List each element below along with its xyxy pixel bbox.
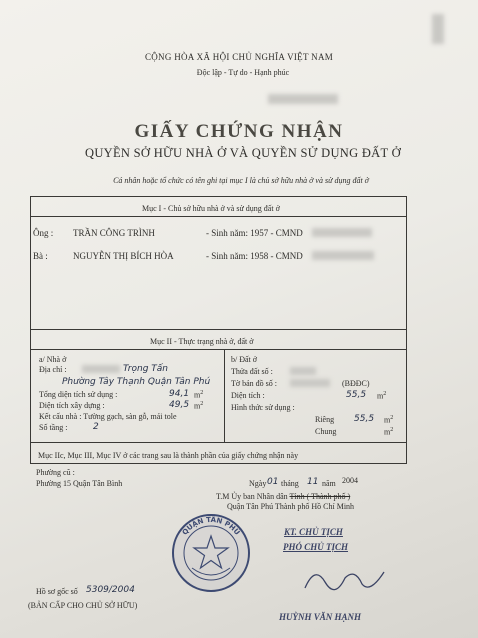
year-label: năm xyxy=(322,479,336,488)
republic-heading: CỘNG HÒA XÃ HỘI CHỦ NGHĨA VIỆT NAM xyxy=(144,52,334,62)
map-label: Tờ bản đồ số : xyxy=(231,379,278,388)
section-1-heading: Mục I - Chủ sở hữu nhà ở và sử dụng đất ở xyxy=(142,204,280,213)
certificate-subtitle: QUYỀN SỞ HỮU NHÀ Ở VÀ QUYỀN SỬ DỤNG ĐẤT Ở xyxy=(85,146,401,160)
floors-label: Số tầng : xyxy=(39,423,68,432)
floor-area-label: Tổng diện tích sử dụng : xyxy=(39,390,118,399)
official-seal-icon xyxy=(170,512,252,594)
signature-role-1: KT. CHỦ TỊCH xyxy=(284,527,343,537)
area-unit: m xyxy=(384,427,391,437)
note-line: Mục IIc, Mục III, Mục IV ở các trang sau là thành phần của giấy chứng nhận này xyxy=(38,451,299,460)
record-value: 5309/2004 xyxy=(86,585,135,595)
address-street: Trọng Tấn xyxy=(123,364,168,374)
private-label: Riêng xyxy=(315,415,335,424)
build-area-value: 49,5 xyxy=(169,400,190,410)
floor-area-value: 94,1 xyxy=(169,389,190,399)
authority-line-1: T.M Ủy ban Nhân dân Tỉnh ( Thành phố ) xyxy=(216,492,351,501)
seal-text: QUẬN TÂN PHÚ xyxy=(180,515,242,537)
authority-line-2: Quận Tân Phú Thành phố Hồ Chí Minh xyxy=(227,502,355,511)
area-unit: m xyxy=(194,401,201,411)
house-label: a/ Nhà ở xyxy=(39,355,67,364)
address-ward: Phường Tây Thạnh Quận Tân Phú xyxy=(62,377,211,387)
land-label: b/ Đất ở xyxy=(231,355,258,364)
structure-label: Kết cấu nhà : Tường gạch, sàn gỗ, mái tole xyxy=(39,412,177,421)
map-suffix: (BĐĐC) xyxy=(342,379,370,388)
redacted-plot xyxy=(290,367,316,375)
owner-birth: - Sinh năm: 1957 - CMND xyxy=(206,228,303,238)
date-month: 11 xyxy=(307,477,319,487)
owner-birth: - Sinh năm: 1958 - CMND xyxy=(206,251,303,261)
area-unit: m xyxy=(377,391,384,401)
date-day: 01 xyxy=(267,477,279,487)
shared-label: Chung xyxy=(315,427,337,436)
floors-value: 2 xyxy=(93,422,99,432)
redacted-id xyxy=(312,251,374,260)
area-unit: m xyxy=(384,415,391,425)
record-label: Hồ sơ gốc số xyxy=(36,587,78,596)
owner-name: TRẦN CÔNG TRÌNH xyxy=(73,228,155,238)
redacted-map xyxy=(290,379,330,387)
copy-note: (BẢN CẤP CHO CHỦ SỞ HỮU) xyxy=(28,601,138,610)
address-label: Địa chỉ : xyxy=(39,365,67,374)
redacted-corner-mark xyxy=(432,14,444,44)
signer-name: HUỲNH VĂN HẠNH xyxy=(279,612,362,622)
private-value: 55,5 xyxy=(354,414,375,424)
signature-icon xyxy=(300,560,390,600)
plot-label: Thửa đất số : xyxy=(231,367,273,376)
owner-prefix: Ông : xyxy=(33,228,54,238)
build-area-label: Diện tích xây dựng : xyxy=(39,401,105,410)
month-label: tháng xyxy=(281,479,299,488)
redacted-id xyxy=(312,228,372,237)
owner-name: NGUYỄN THỊ BÍCH HÒA xyxy=(73,251,174,261)
certificate-title: GIẤY CHỨNG NHẬN xyxy=(134,121,344,142)
signature-role-2: PHÓ CHỦ TỊCH xyxy=(283,542,349,552)
old-ward-value: Phường 15 Quận Tân Bình xyxy=(36,479,123,488)
certificate-page: CỘNG HÒA XÃ HỘI CHỦ NGHĨA VIỆT NAM Độc lập - Tự do - Hạnh phúc GIẤY CHỨNG NHẬN QUYỀN SỞ HỮU NHÀ Ở VÀ QUYỀN SỬ DỤNG ĐẤT Ở Cá nhân hoặc tổ chức có tên ghi tại mục I là chủ sở hữu nhà ở và sử dụng đất ở Mục I - Chủ sở hữu nhà ở và sử dụng đất ở Ông : TRẦN CÔNG TRÌNH - Sinh năm: 1957 - CMND Bà : NGUYỄN THỊ BÍCH HÒA - Sinh năm: 1958 - CMND Mục II - Thực trạng nhà ở, đất ở a/ Nhà ở Địa chỉ : Trọng Tấn Phường Tây Thạnh Quận Tân Phú Tổng diện tích sử dụng : 94,1 $m^2$ Diện tích xây dựng : 49,5 $m^2$ Kết cấu nhà : Tường gạch, sàn gỗ, mái tole Số tầng : 2 b/ Đất ở Thửa đất số : Tờ bản đồ số : (BĐĐC) Diện tích : 55,5 $m^2$ Hình thức sử dụng : Riêng 55,5 $m^2$ Chung $m^2$ Mục IIc, Mục III, Mục IV ở các trang sau là thành phần của giấy chứng nhận này Phường cũ : Phường 15 Quận Tân Bình Ngày 01 tháng 11 năm 2004 T.M Ủy ban Nhân dân Tỉnh ( Thành phố ) Quận Tân Phú Thành phố Hồ Chí Minh KT. CHỦ TỊCH PHÓ CHỦ TỊCH HUỲNH VĂN HẠNH QUẬN TÂN PHÚ Hồ sơ gốc số 5309/2004 (BẢN CẤP CHO CHỦ SỞ HỮU) xyxy=(0,0,478,638)
redacted-header-mark xyxy=(268,94,338,104)
date-label: Ngày xyxy=(249,479,267,488)
land-area-label: Diện tích : xyxy=(231,391,265,400)
area-unit: m xyxy=(194,390,201,400)
use-form-label: Hình thức sử dụng : xyxy=(231,403,295,412)
intro-line: Cá nhân hoặc tổ chức có tên ghi tại mục I là chủ sở hữu nhà ở và sử dụng đất ở xyxy=(113,176,369,185)
land-area-value: 55,5 xyxy=(346,390,367,400)
motto: Độc lập - Tự do - Hạnh phúc xyxy=(196,68,290,77)
redacted-house-number xyxy=(82,365,120,373)
section-2-heading: Mục II - Thực trạng nhà ở, đất ở xyxy=(150,337,254,346)
old-ward-label: Phường cũ : xyxy=(36,468,75,477)
date-year: 2004 xyxy=(342,476,358,485)
owner-prefix: Bà : xyxy=(33,251,48,261)
